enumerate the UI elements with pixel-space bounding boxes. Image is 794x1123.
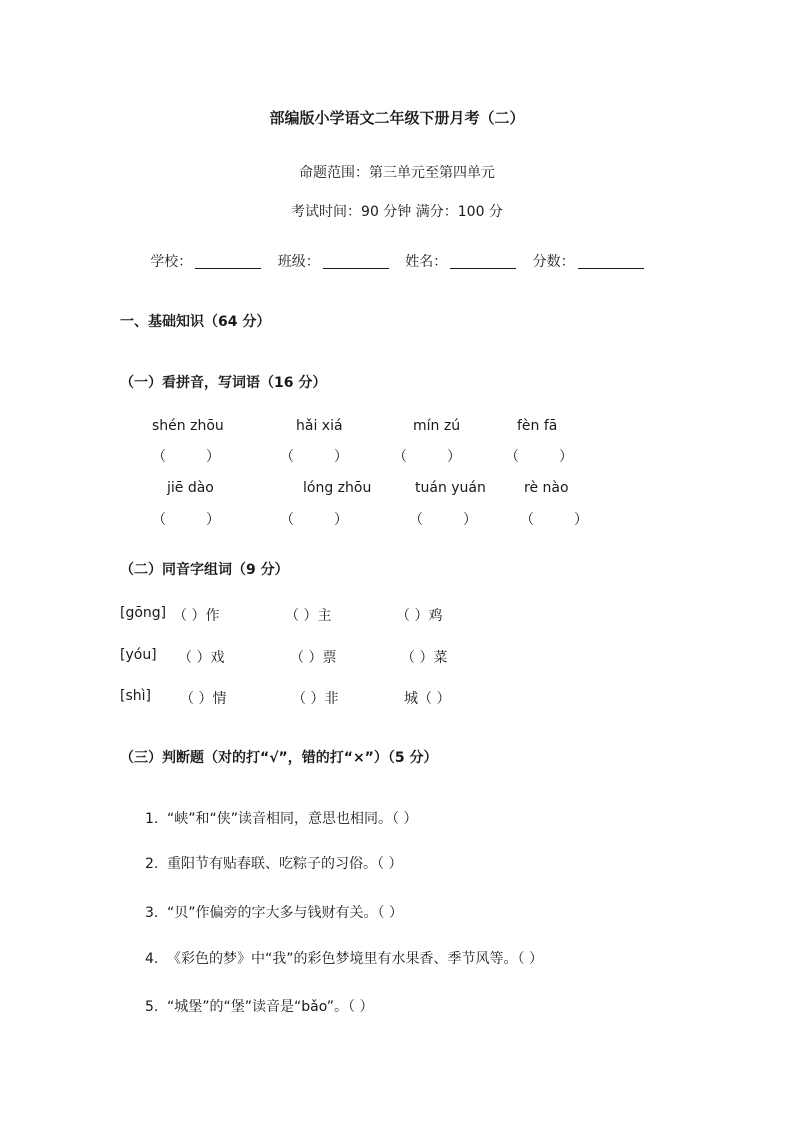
name-blank[interactable] xyxy=(450,254,516,269)
school-field[interactable]: 学校： xyxy=(150,254,261,270)
score-blank[interactable] xyxy=(578,254,644,269)
class-blank[interactable] xyxy=(323,254,389,269)
homophone-blank[interactable]: （ ）菜 xyxy=(401,650,448,666)
answer-box[interactable]: （ ） xyxy=(152,449,220,465)
part-2-title: （二）同音字组词（9 分） xyxy=(120,562,289,578)
homophone-blank[interactable]: （ ）作 xyxy=(173,608,220,624)
judge-question-1[interactable]: 1. “峡”和“侠”读音相同，意思也相同。（ ） xyxy=(145,811,418,827)
homophone-pinyin-gong: [gōng] xyxy=(120,605,167,621)
pinyin-5: jiē dào xyxy=(167,480,214,496)
pinyin-1: shén zhōu xyxy=(152,418,224,434)
score-field[interactable]: 分数： xyxy=(533,254,644,270)
homophone-blank[interactable]: （ ）主 xyxy=(285,608,332,624)
homophone-blank[interactable]: 城（ ） xyxy=(404,691,451,707)
pinyin-4: fèn fā xyxy=(517,418,558,434)
section-1-title: 一、基础知识（64 分） xyxy=(120,314,271,330)
homophone-blank[interactable]: （ ）鸡 xyxy=(396,608,443,624)
judge-question-2[interactable]: 2. 重阳节有贴春联、吃粽子的习俗。（ ） xyxy=(145,856,403,872)
exam-scope: 命题范围：第三单元至第四单元 xyxy=(299,165,495,181)
answer-box[interactable]: （ ） xyxy=(152,512,220,528)
answer-box[interactable]: （ ） xyxy=(409,512,477,528)
homophone-pinyin-you: [yóu] xyxy=(120,647,157,663)
answer-box[interactable]: （ ） xyxy=(393,449,461,465)
page-title: 部编版小学语文二年级下册月考（二） xyxy=(269,109,525,127)
part-1-title: （一）看拼音，写词语（16 分） xyxy=(120,375,327,391)
pinyin-2: hǎi xiá xyxy=(296,418,343,434)
judge-question-4[interactable]: 4. 《彩色的梦》中“我”的彩色梦境里有水果香、季节风等。（ ） xyxy=(145,951,543,967)
student-info-row xyxy=(0,251,794,271)
homophone-blank[interactable]: （ ）非 xyxy=(292,691,339,707)
answer-box[interactable]: （ ） xyxy=(505,449,573,465)
pinyin-3: mín zú xyxy=(413,418,461,434)
name-field[interactable]: 姓名： xyxy=(405,254,516,270)
homophone-pinyin-shi: [shì] xyxy=(120,688,151,704)
homophone-blank[interactable]: （ ）戏 xyxy=(178,650,225,666)
part-3-title: （三）判断题（对的打“√”，错的打“×”）（5 分） xyxy=(120,750,438,766)
answer-box[interactable]: （ ） xyxy=(520,512,588,528)
answer-box[interactable]: （ ） xyxy=(280,512,348,528)
homophone-blank[interactable]: （ ）情 xyxy=(180,691,227,707)
homophone-blank[interactable]: （ ）票 xyxy=(290,650,337,666)
judge-question-3[interactable]: 3. “贝”作偏旁的字大多与钱财有关。（ ） xyxy=(145,905,403,921)
class-field[interactable]: 班级： xyxy=(278,254,389,270)
pinyin-7: tuán yuán xyxy=(415,480,486,496)
judge-question-5[interactable]: 5. “城堡”的“堡”读音是“bǎo”。（ ） xyxy=(145,999,374,1015)
school-blank[interactable] xyxy=(195,254,261,269)
answer-box[interactable]: （ ） xyxy=(280,449,348,465)
exam-time-score: 考试时间：90 分钟 满分：100 分 xyxy=(291,204,503,220)
pinyin-6: lóng zhōu xyxy=(303,480,372,496)
pinyin-8: rè nào xyxy=(524,480,569,496)
